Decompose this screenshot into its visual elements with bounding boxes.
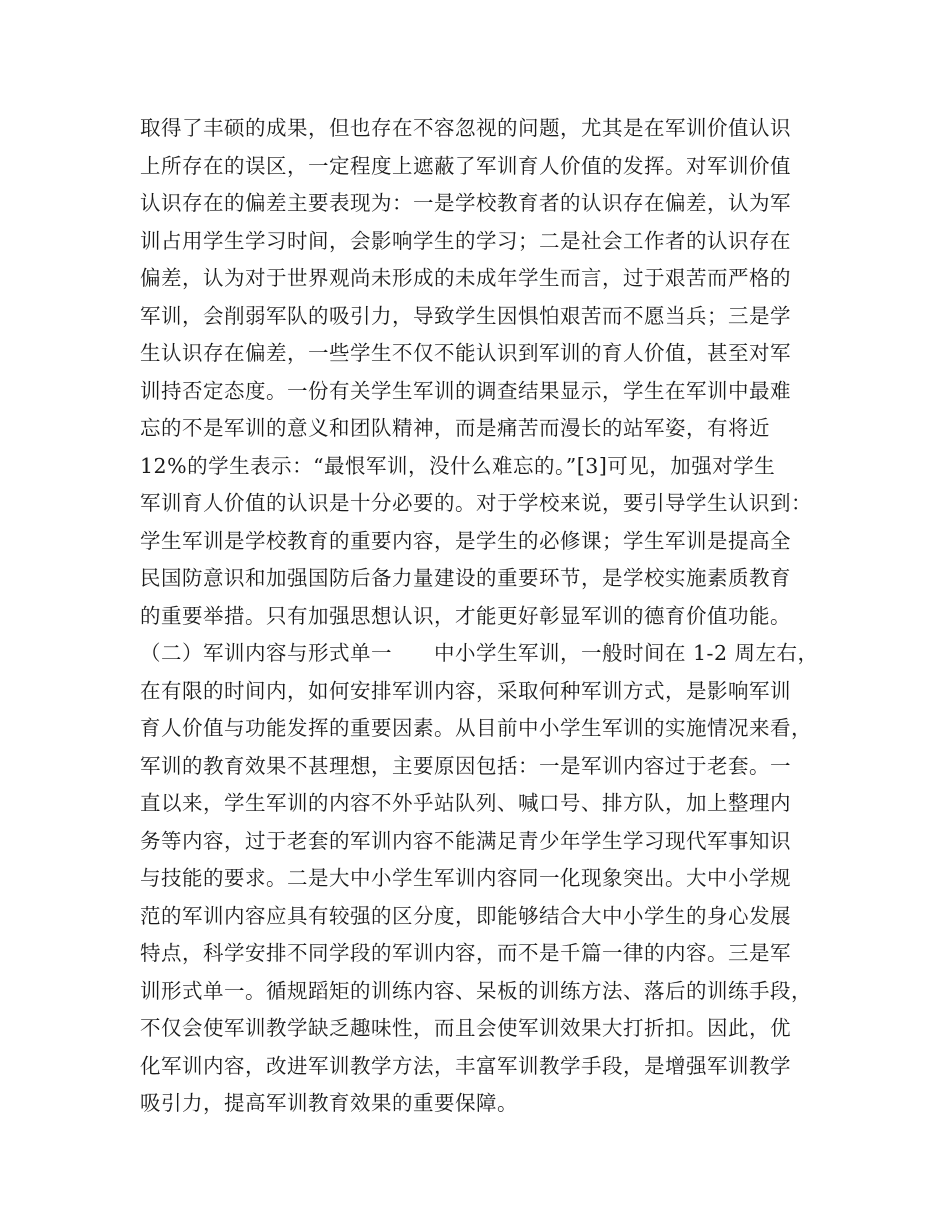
text-line: 育人价值与功能发挥的重要因素。从目前中小学生军训的实施情况来看， (140, 716, 812, 740)
text-line: 不仅会使军训教学缺乏趣味性，而且会使军训效果大打折扣。因此，优 (140, 1016, 791, 1040)
text-line: 忘的不是军训的意义和团队精神，而是痛苦而漫长的站军姿，有将近 (140, 416, 770, 440)
text-line: 军训，会削弱军队的吸引力，导致学生因惧怕艰苦而不愿当兵；三是学 (140, 303, 791, 328)
text-line: 12%的学生表示：“最恨军训，没什么难忘的。”[3]可见，加强对学生 (140, 453, 776, 478)
text-line: 的重要举措。只有加强思想认识，才能更好彰显军训的德育价值功能。 (140, 603, 791, 628)
section-heading-line: （二）军训内容与形式单一 中小学生军训，一般时间在 1-2 周左右， (140, 641, 819, 665)
text-line: 训持否定态度。一份有关学生军训的调查结果显示，学生在军训中最难 (140, 378, 791, 403)
text-line: 偏差，认为对于世界观尚未形成的未成年学生而言，过于艰苦而严格的 (140, 266, 791, 290)
text-line: 与技能的要求。二是大中小学生军训内容同一化现象突出。大中小学规 (140, 866, 791, 890)
text-line: 训占用学生学习时间，会影响学生的学习；二是社会工作者的认识存在 (140, 228, 791, 253)
text-line: 特点，科学安排不同学段的军训内容，而不是千篇一律的内容。三是军 (140, 941, 791, 965)
text-line: 学生军训是学校教育的重要内容，是学生的必修课；学生军训是提高全 (140, 528, 791, 553)
text-line: 范的军训内容应具有较强的区分度，即能够结合大中小学生的身心发展 (140, 903, 791, 928)
text-line: 直以来，学生军训的内容不外乎站队列、喊口号、排方队，加上整理内 (140, 791, 791, 815)
text-line: 务等内容，过于老套的军训内容不能满足青少年学生学习现代军事知识 (140, 828, 791, 853)
text-line: 认识存在的偏差主要表现为：一是学校教育者的认识存在偏差，认为军 (140, 191, 791, 215)
text-line: 上所存在的误区，一定程度上遮蔽了军训育人价值的发挥。对军训价值 (140, 153, 791, 178)
body-text (140, 110, 840, 1123)
text-line: 在有限的时间内，如何安排军训内容，采取何种军训方式，是影响军训 (140, 678, 791, 703)
text-line: 生认识存在偏差，一些学生不仅不能认识到军训的育人价值，甚至对军 (140, 341, 791, 365)
text-line: 吸引力，提高军训教育效果的重要保障。 (140, 1091, 518, 1115)
text-line: 军训的教育效果不甚理想，主要原因包括：一是军训内容过于老套。一 (140, 753, 791, 778)
text-line: 民国防意识和加强国防后备力量建设的重要环节，是学校实施素质教育 (140, 566, 791, 590)
text-line: 化军训内容，改进军训教学方法，丰富军训教学手段，是增强军训教学 (140, 1053, 791, 1078)
text-line: 军训育人价值的认识是十分必要的。对于学校来说，要引导学生认识到： (140, 491, 812, 515)
text-line: 取得了丰硕的成果，但也存在不容忽视的问题，尤其是在军训价值认识 (140, 116, 791, 140)
text-line: 训形式单一。循规蹈矩的训练内容、呆板的训练方法、落后的训练手段， (140, 978, 812, 1003)
